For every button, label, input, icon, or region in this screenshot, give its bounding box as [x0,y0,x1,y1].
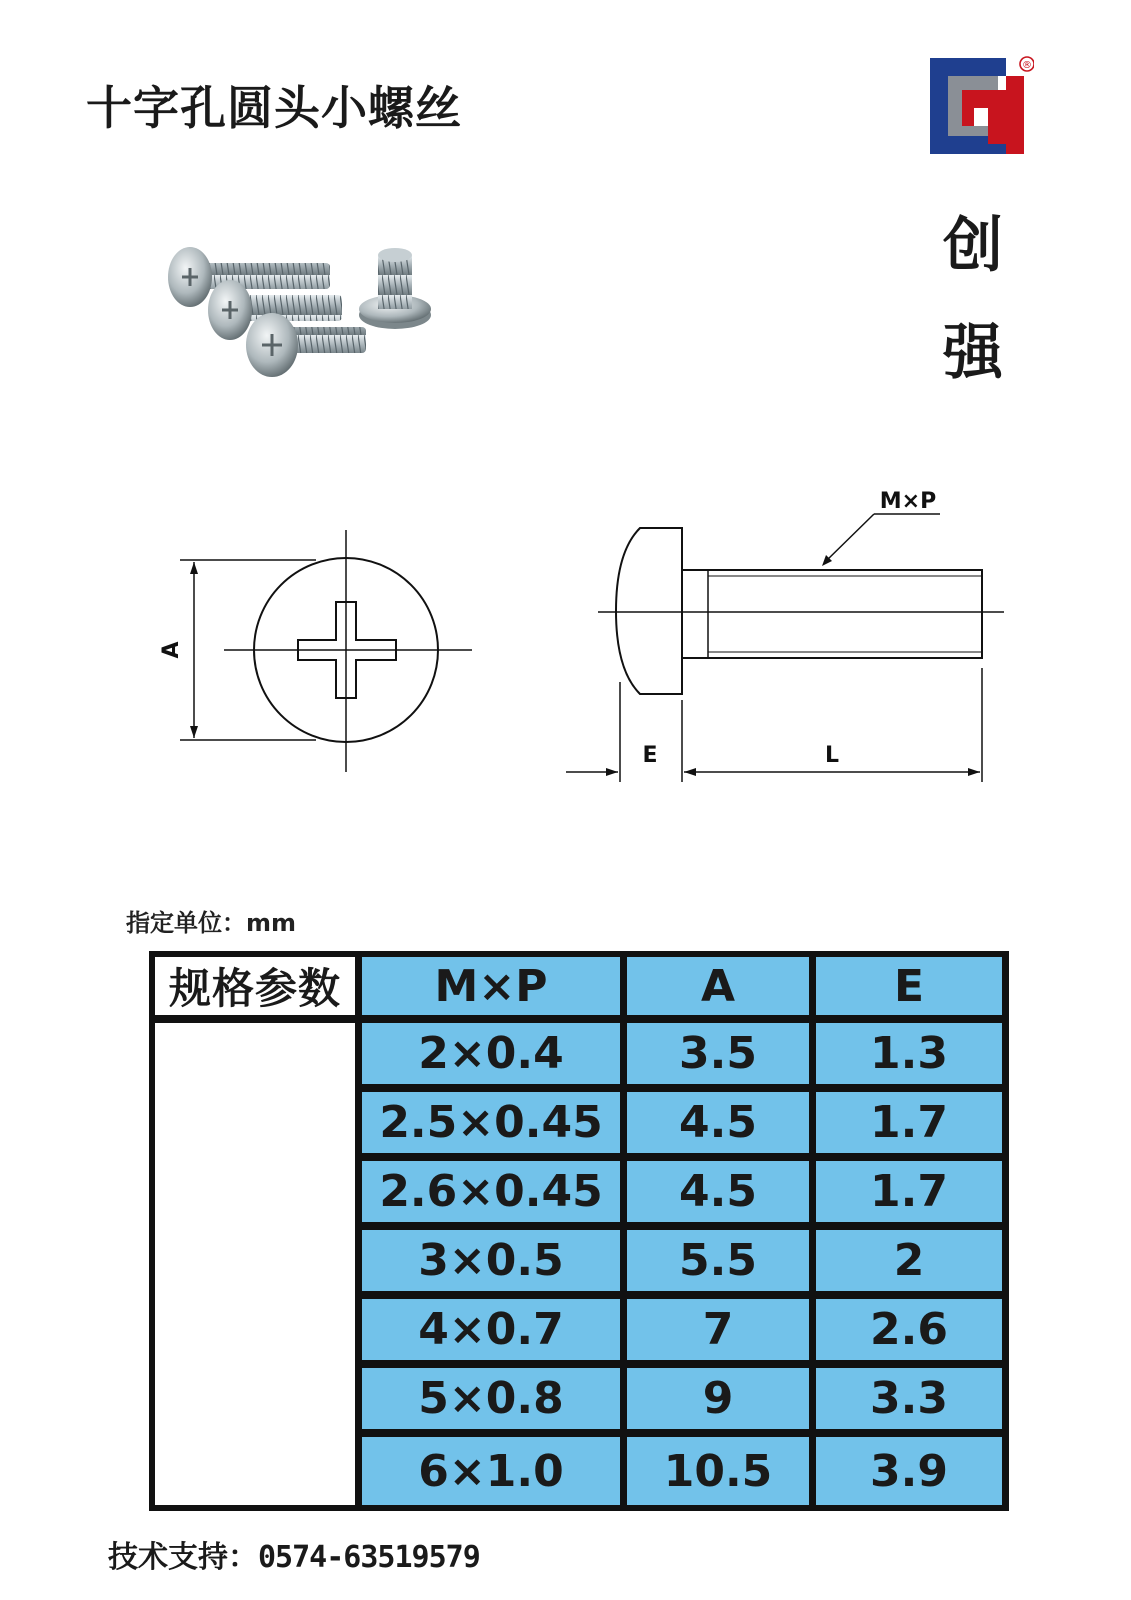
dim-label-mxp: M×P [879,489,937,514]
table-cell: 10.5 [627,1437,809,1505]
table-cell: 5.5 [627,1230,809,1291]
support-phone[interactable]: 0574-63519579 [258,1540,480,1575]
table-cell: 2.6×0.45 [362,1161,620,1222]
brand-char-1: 创 [943,211,1003,281]
registered-mark: ® [1022,60,1032,71]
table-cell: 4.5 [627,1092,809,1153]
support-line [108,1532,480,1576]
dim-label-e: E [642,743,658,768]
column-header-mxp: M×P [362,957,620,1015]
brand-char-2: 强 [943,318,1003,388]
table-cell: 5×0.8 [362,1368,620,1429]
unit-note: 指定单位：mm [126,909,297,937]
table-cell: 1.3 [816,1023,1002,1084]
table-cell: 4×0.7 [362,1299,620,1360]
table-cell: 7 [627,1299,809,1360]
table-cell: 3.3 [816,1368,1002,1429]
table-cell: 3.9 [816,1437,1002,1505]
table-header-label: 规格参数 [155,957,355,1015]
table-cell: 2.6 [816,1299,1002,1360]
column-header-a: A [627,957,809,1015]
table-cell: 1.7 [816,1161,1002,1222]
technical-drawing [0,480,1131,810]
table-cell: 2 [816,1230,1002,1291]
column-header-e: E [816,957,1002,1015]
spec-table [149,951,1009,1511]
table-cell: 2.5×0.45 [362,1092,620,1153]
screw-photo [160,235,450,415]
table-cell: 2×0.4 [362,1023,620,1084]
table-cell: 6×1.0 [362,1437,620,1505]
brand-logo [924,52,1034,162]
table-cell: 3×0.5 [362,1230,620,1291]
table-cell: 3.5 [627,1023,809,1084]
support-label: 技术支持： [108,1540,258,1575]
table-cell: 4.5 [627,1161,809,1222]
dim-label-a: A [159,641,184,659]
table-cell: 9 [627,1368,809,1429]
table-side-blank [155,1023,355,1505]
table-cell: 1.7 [816,1092,1002,1153]
page-title: 十字孔圆头小螺丝 [86,81,462,135]
dim-label-l: L [824,743,840,768]
